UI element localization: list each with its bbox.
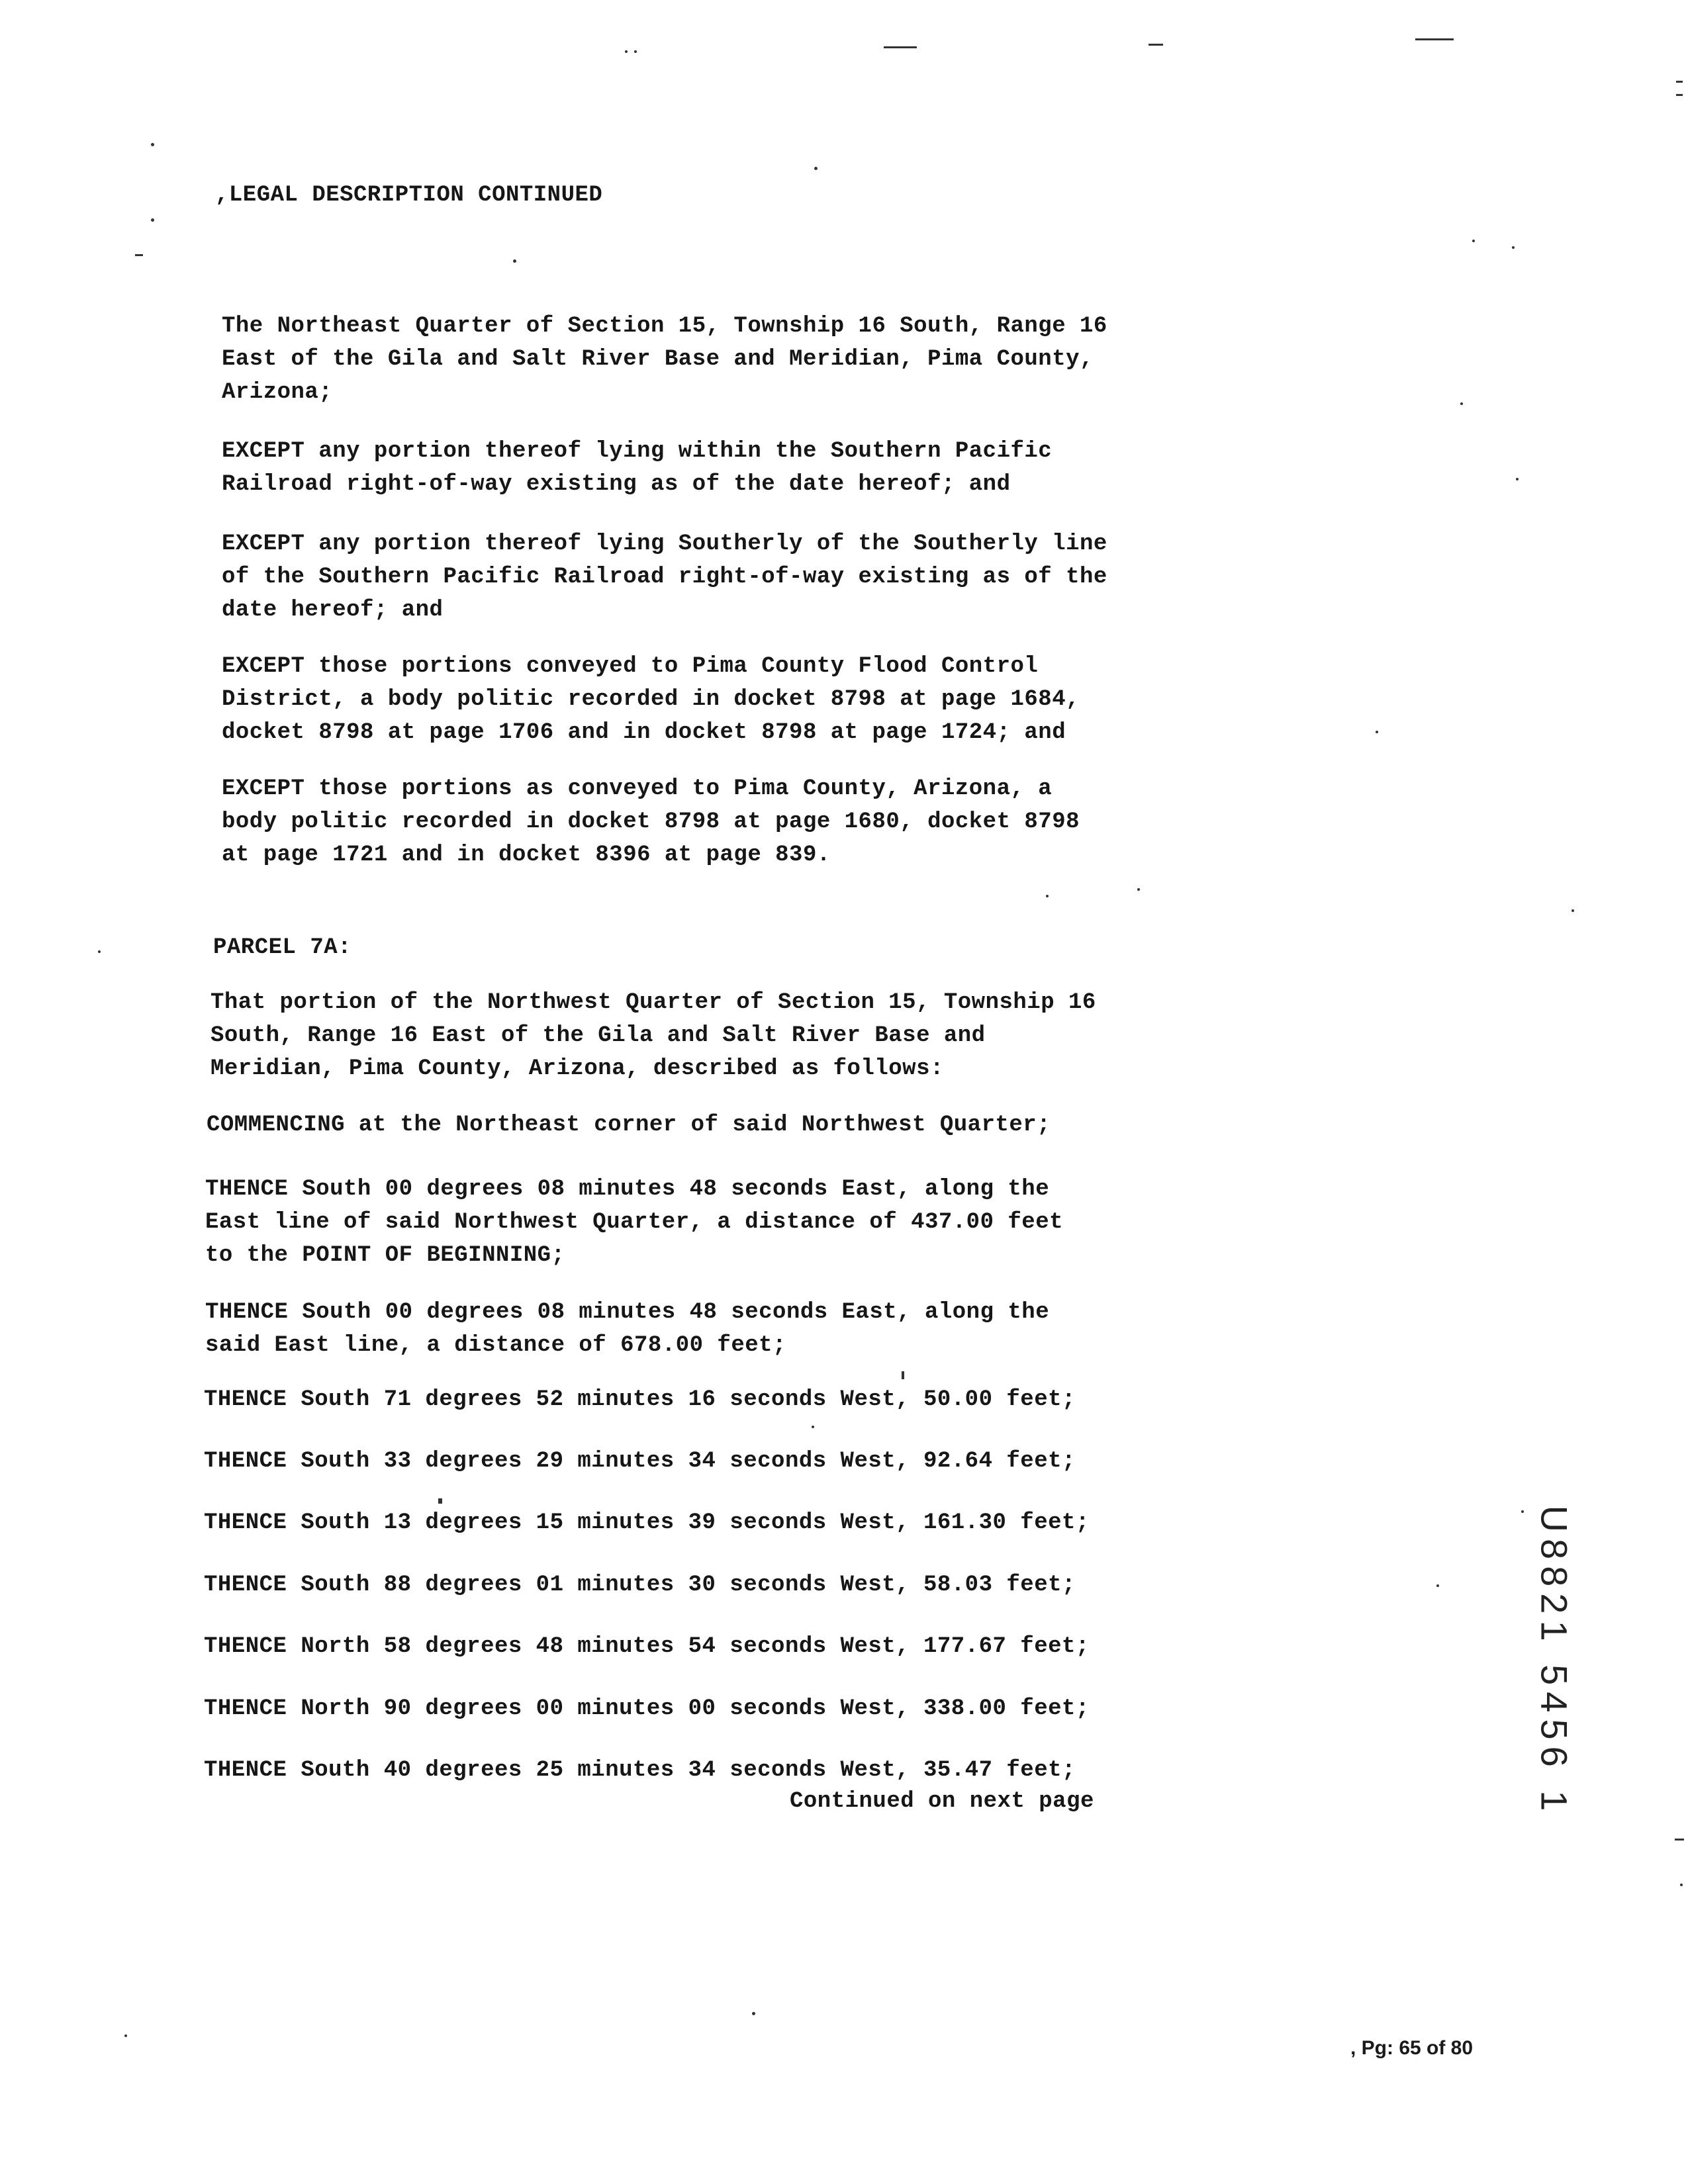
scan-artifact [124,2034,127,2037]
thence-line: THENCE South 33 degrees 29 minutes 34 seconds West, 92.64 feet; [204,1449,1076,1474]
paragraph-commencing: COMMENCING at the Northeast corner of said Northwest Quarter; [207,1113,1051,1138]
scan-artifact [1436,1584,1439,1587]
scan-artifact [1675,1839,1684,1841]
thence-line: THENCE North 90 degrees 00 minutes 00 seconds West, 338.00 feet; [204,1696,1090,1721]
scan-artifact [1512,246,1515,249]
scan-artifact [1376,731,1378,733]
paragraph-thence-point-of-beginning: THENCE South 00 degrees 08 minutes 48 seconds East, along the East line of said Northwest Quarter, a distance of 437.00 feet to the POINT OF BEGINNING; [205,1177,1064,1268]
scan-artifact [1516,478,1519,480]
page-number: , Pg: 65 of 80 [1350,2037,1474,2059]
scan-artifact [1680,1884,1683,1886]
scan-artifact [438,1498,442,1504]
recording-stamp [1534,1489,1574,1833]
paragraph-except-southerly: EXCEPT any portion thereof lying Southerly of the Southerly line of the Southern Pacific Railroad right-of-way existing as of the date hereof; and [222,531,1107,623]
scan-artifact [1472,240,1475,242]
scan-artifact [1137,888,1140,891]
scan-artifact [1046,895,1049,897]
scan-artifact [1415,38,1454,40]
section-heading: ,LEGAL DESCRIPTION CONTINUED [215,183,603,208]
paragraph-except-flood-control: EXCEPT those portions conveyed to Pima County Flood Control District, a body politic recorded in docket 8798 at page 1684, docket 8798 at page 1706 and in docket 8798 at page 1724; and [222,654,1080,745]
scan-artifact [625,50,628,53]
scan-artifact [752,2012,755,2015]
scan-artifact [135,254,143,256]
scan-artifact [513,259,516,263]
thence-line: THENCE South 88 degrees 01 minutes 30 seconds West, 58.03 feet; [204,1572,1076,1598]
parcel-heading: PARCEL 7A: [213,935,352,960]
scan-artifact [1149,44,1163,46]
paragraph-except-pima-county: EXCEPT those portions as conveyed to Pima County, Arizona, a body politic recorded in docket 8798 at page 1680, docket 8798 at page 1721 and in docket 8396 at page 839. [222,776,1080,868]
paragraph-northeast-quarter: The Northeast Quarter of Section 15, Township 16 South, Range 16 East of the Gila and Salt River Base and Meridian, Pima County, Arizona; [222,314,1107,405]
thence-line: THENCE North 58 degrees 48 minutes 54 seconds West, 177.67 feet; [204,1634,1090,1659]
continued-note: Continued on next page [790,1789,1094,1814]
scan-artifact [1521,1510,1524,1513]
scan-artifact [1676,94,1683,96]
scan-artifact [812,1426,814,1428]
thence-line: THENCE South 13 degrees 15 minutes 39 seconds West, 161.30 feet; [204,1510,1090,1535]
scan-artifact [151,218,154,222]
paragraph-parcel-description: That portion of the Northwest Quarter of Section 15, Township 16 South, Range 16 East of the Gila and Salt River Base and Meridian, Pima County, Arizona, described as follows: [211,990,1096,1081]
scan-artifact [1460,402,1463,405]
scan-artifact [98,950,101,953]
scan-artifact [902,1371,904,1379]
thence-line: THENCE South 71 degrees 52 minutes 16 seconds West, 50.00 feet; [204,1387,1076,1412]
scan-artifact [1571,909,1574,912]
scan-artifact [814,167,818,170]
scan-artifact [151,143,154,146]
recording-stamp-text: U8821 5456 1 [1533,1505,1575,1817]
paragraph-except-railroad: EXCEPT any portion thereof lying within the Southern Pacific Railroad right-of-way existing as of the date hereof; and [222,439,1053,497]
scan-artifact [884,46,917,48]
paragraph-thence-east-line: THENCE South 00 degrees 08 minutes 48 seconds East, along the said East line, a distance of 678.00 feet; [205,1300,1050,1358]
thence-line: THENCE South 40 degrees 25 minutes 34 seconds West, 35.47 feet; [204,1758,1076,1783]
scan-artifact [634,50,637,53]
scan-artifact [1676,81,1683,83]
